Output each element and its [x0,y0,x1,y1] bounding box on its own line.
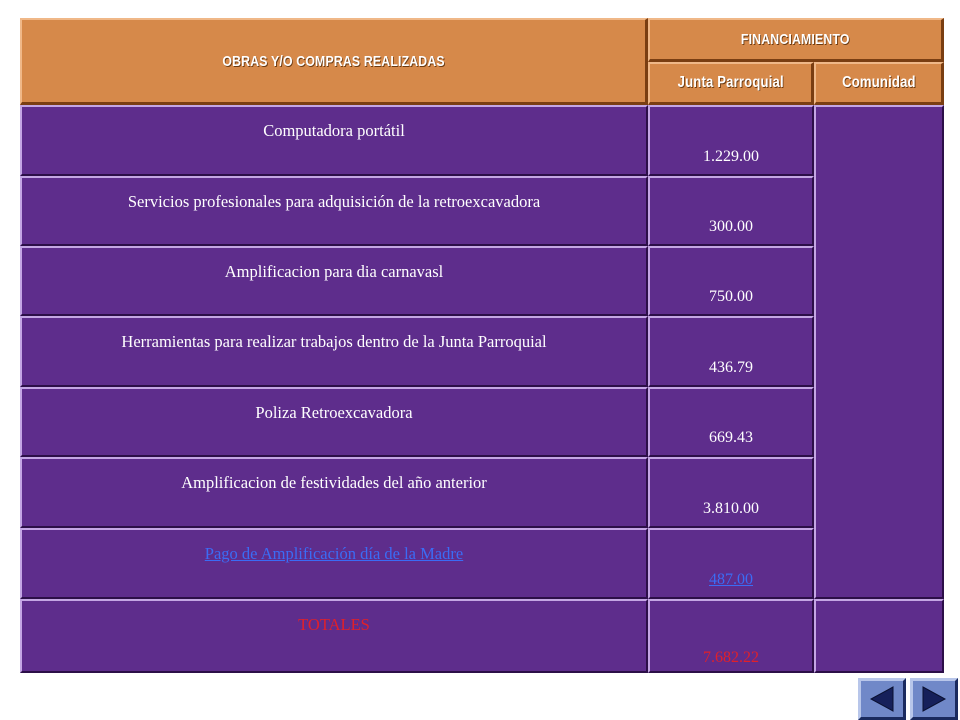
totals-comunidad-cell [814,599,944,673]
comunidad-header [814,62,944,105]
totals-label: TOTALES [298,615,370,634]
works-header [20,18,648,105]
triangle-right-icon [919,684,949,714]
row-3-junta-value: 750.00 [709,288,753,305]
row-1-description: Computadora portátil [263,121,405,140]
row-2-description: Servicios profesionales para adquisición de la retroexcavadora [127,192,541,211]
totals-value-cell [648,599,814,673]
row-value [648,316,814,387]
comunidad-header-label: Comunidad [841,74,916,91]
row-3-description: Amplificacion para dia carnavasl [224,262,444,281]
previous-button[interactable] [858,678,906,720]
row-description [20,457,648,528]
row-value [648,528,814,599]
row-description [20,176,648,246]
comunidad-column [814,105,944,599]
row-description [20,528,648,599]
row-5-junta-value: 669.43 [709,429,753,446]
row-7-junta-value-link[interactable]: 487.00 [709,571,753,588]
row-value [648,176,814,246]
row-1-junta-value: 1.229.00 [703,148,759,165]
row-5-description: Poliza Retroexcavadora [255,403,413,422]
row-description [20,316,648,387]
row-6-junta-value: 3.810.00 [703,500,759,517]
next-button[interactable] [910,678,958,720]
row-value [648,387,814,457]
junta-header [648,62,814,105]
row-description [20,387,648,457]
row-value [648,457,814,528]
totals-label-cell [20,599,648,673]
financing-table [20,18,944,673]
row-2-junta-value: 300.00 [709,218,753,235]
row-7-description-link[interactable]: Pago de Amplificación día de la Madre [204,544,464,563]
junta-header-label: Junta Parroquial [677,74,784,91]
row-4-description: Herramientas para realizar trabajos dentro de la Junta Parroquial [121,332,547,351]
works-header-label: OBRAS Y/O COMPRAS REALIZADAS [222,52,445,70]
row-description [20,246,648,316]
row-description [20,105,648,176]
financing-header-label: FINANCIAMIENTO [741,31,850,48]
row-6-description: Amplificacion de festividades del año anterior [181,473,487,492]
row-value [648,246,814,316]
totals-junta-value: 7.682.22 [703,649,759,666]
row-value [648,105,814,176]
financing-header [648,18,944,62]
triangle-left-icon [867,684,897,714]
row-4-junta-value: 436.79 [709,359,753,376]
